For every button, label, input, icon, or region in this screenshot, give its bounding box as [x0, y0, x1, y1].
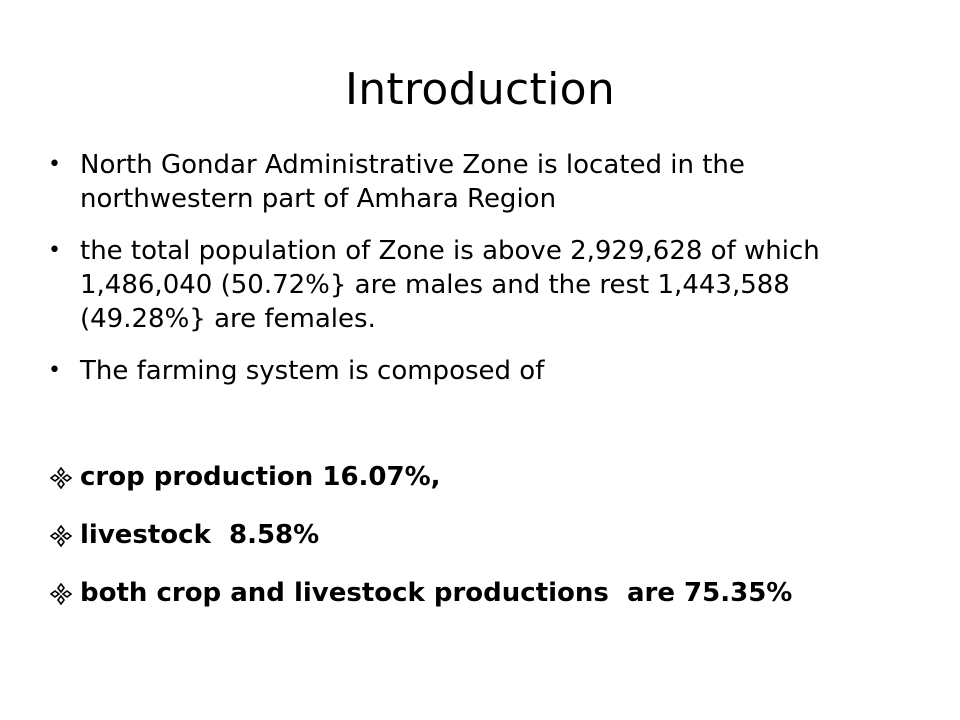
sub-item [48, 518, 898, 552]
bullet-list [48, 148, 898, 406]
four-diamond-icon [50, 583, 72, 605]
sub-item [48, 576, 898, 610]
bullet-text: the total population of Zone is above 2,929,628 of which 1,486,040 (50.72%} are males and the rest 1,443,588 (49.28%} are females. [80, 236, 820, 334]
sub-item-text: crop production 16.07%, [80, 462, 441, 492]
sub-item-text: livestock 8.58% [80, 520, 320, 550]
bullet-item [48, 148, 898, 216]
bullet-text: North Gondar Administrative Zone is located in the northwestern part of Amhara Region [80, 150, 745, 214]
sub-item-text: both crop and livestock productions are 75.35% [80, 578, 793, 608]
slide-title: Introduction [344, 64, 616, 115]
bullet-item [48, 234, 898, 336]
bullet-item [48, 354, 898, 388]
bullet-dot-icon: • [48, 358, 61, 383]
bullet-text: The farming system is composed of [80, 356, 545, 386]
bullet-dot-icon: • [48, 152, 61, 177]
sub-item [48, 460, 898, 494]
sub-item-list [48, 460, 898, 634]
four-diamond-icon [50, 525, 72, 547]
four-diamond-icon [50, 467, 72, 489]
bullet-dot-icon: • [48, 238, 61, 263]
